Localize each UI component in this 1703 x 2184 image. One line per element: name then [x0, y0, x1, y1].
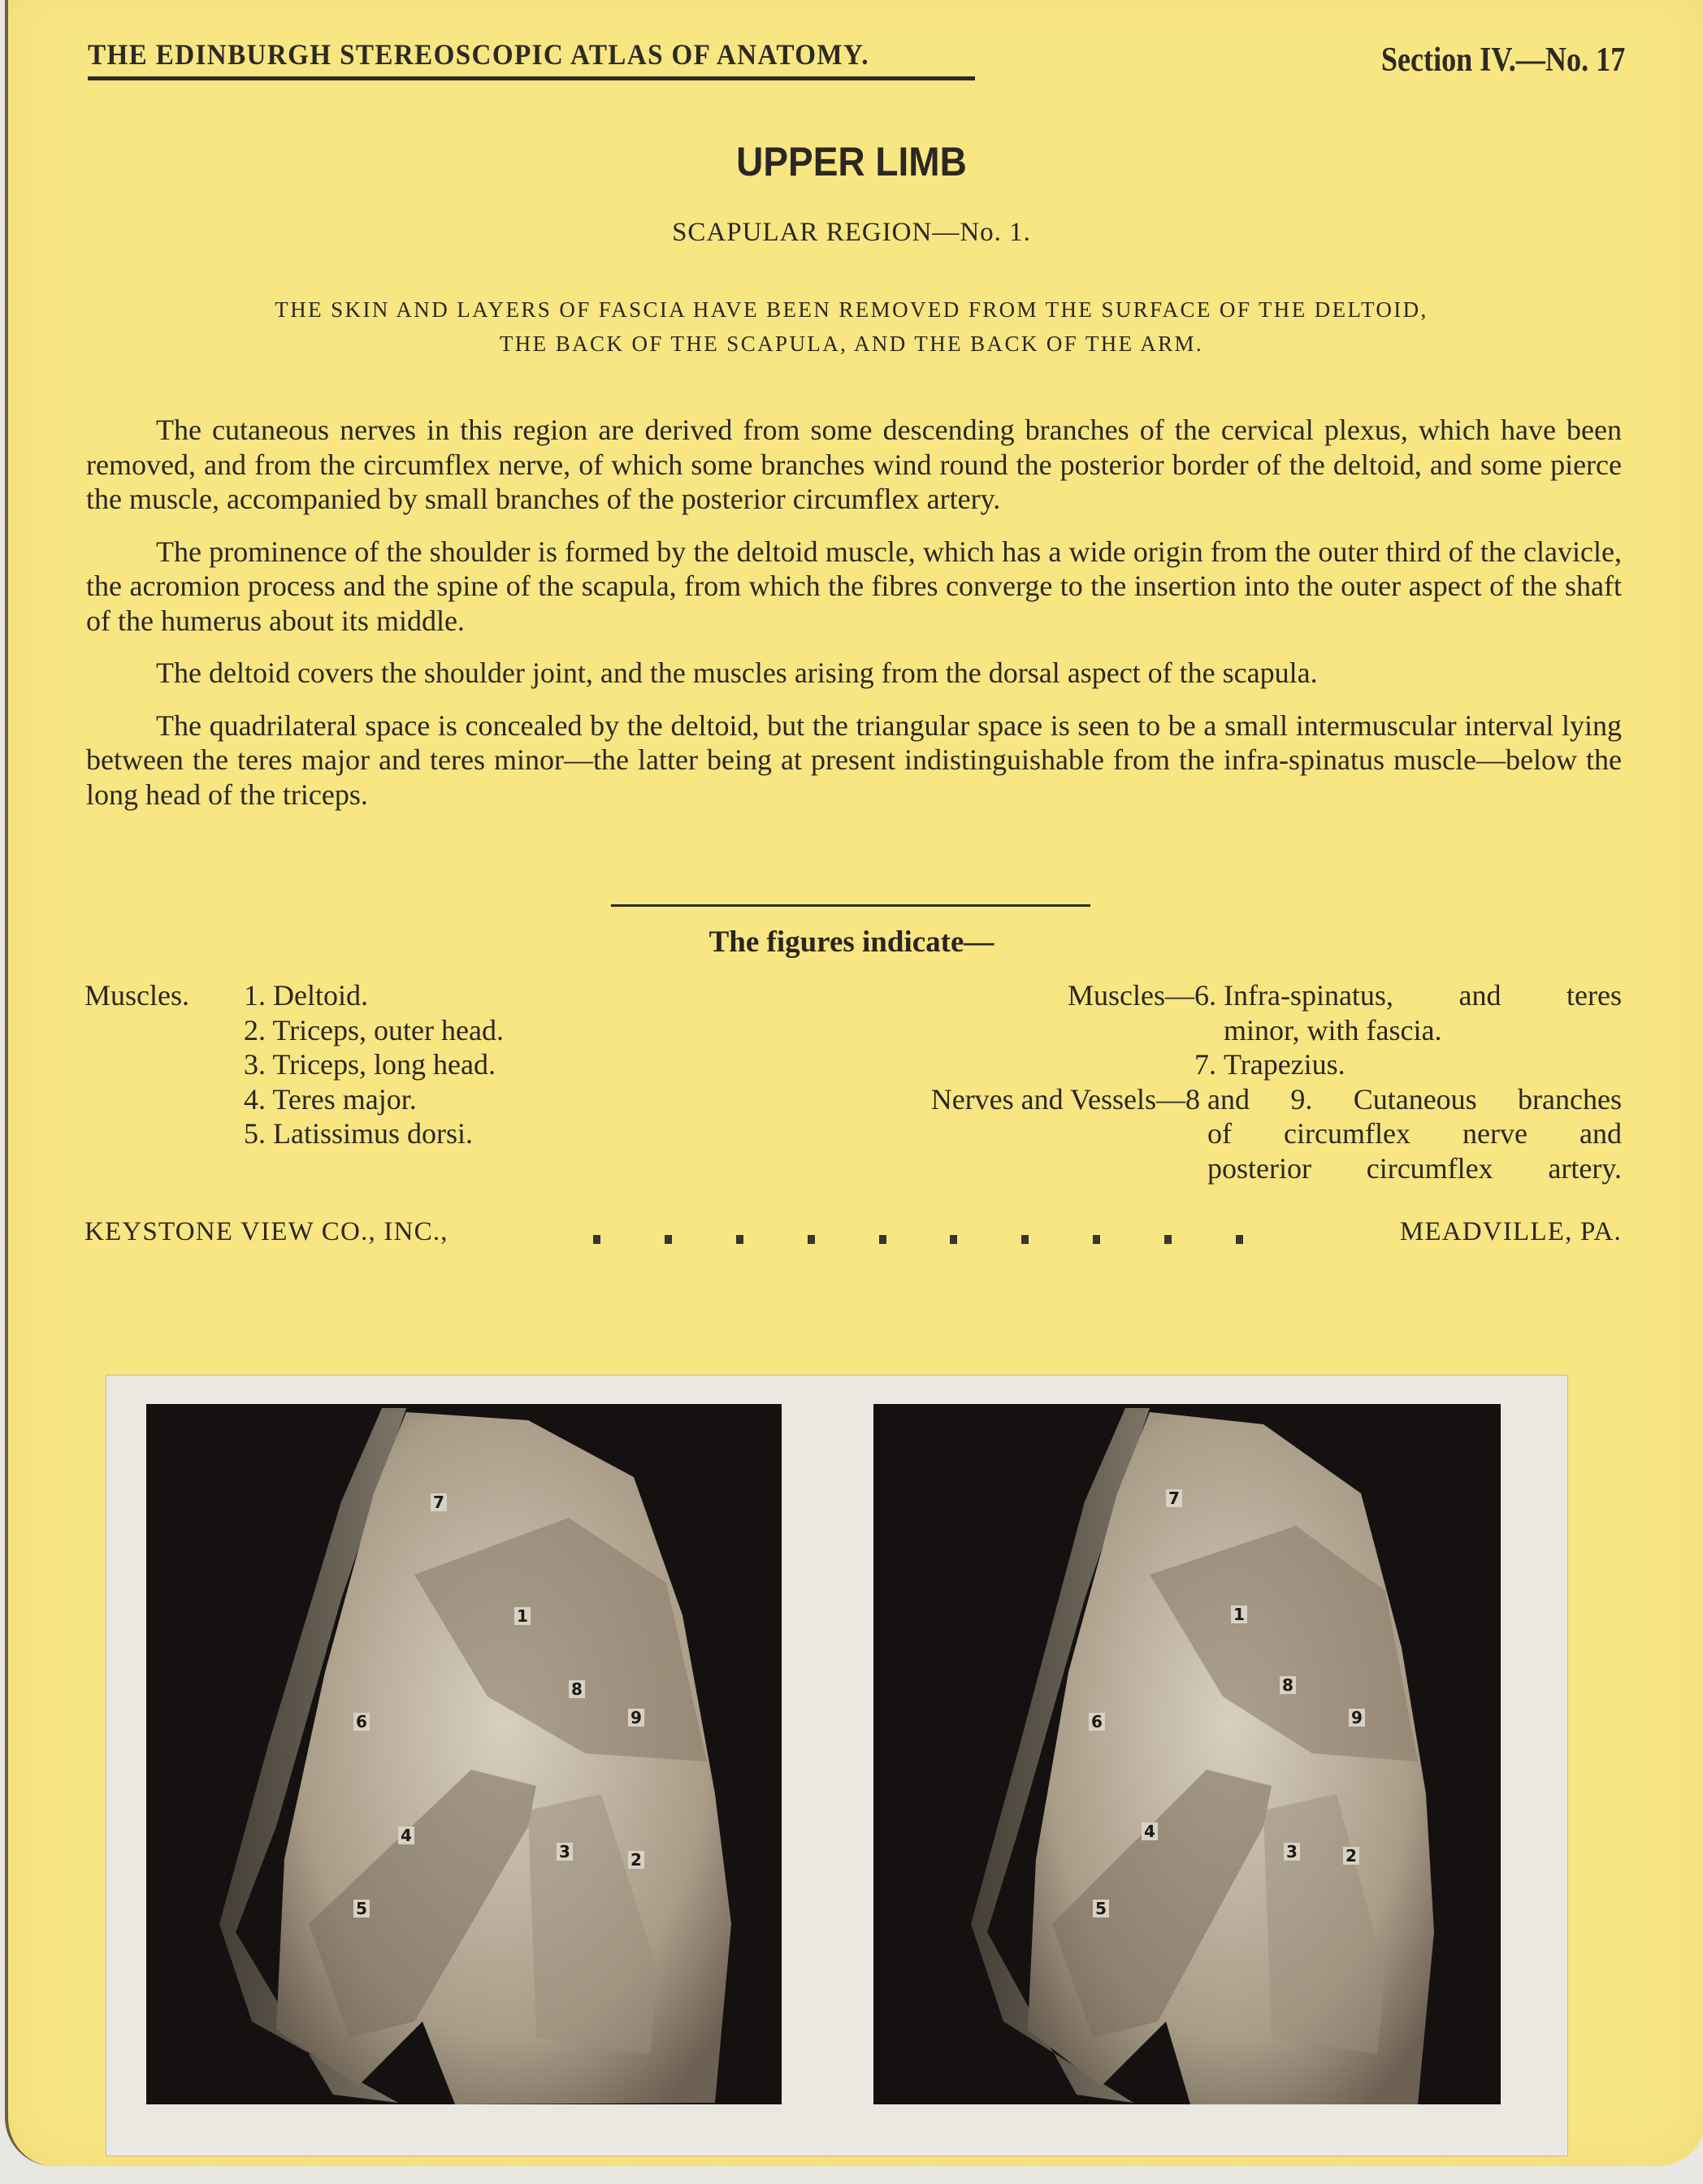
page-subtitle: SCAPULAR REGION—No. 1. [672, 218, 1031, 247]
label-6: 6 [1089, 1713, 1105, 1731]
label-8: 8 [1280, 1676, 1296, 1694]
leader-dot [1021, 1235, 1029, 1244]
label-5: 5 [353, 1900, 370, 1918]
label-7: 7 [1166, 1489, 1182, 1507]
legend-row-text: posterior circumflex artery. [1207, 1151, 1622, 1185]
label-7: 7 [431, 1493, 447, 1511]
label-3: 3 [1284, 1843, 1300, 1861]
label-8: 8 [569, 1680, 585, 1698]
legend-row-label: 7. [1194, 1048, 1216, 1081]
label-4: 4 [398, 1826, 414, 1844]
atlas-title: THE EDINBURGH STEREOSCOPIC ATLAS OF ANATOMY. [88, 38, 869, 71]
legend-right [845, 978, 1622, 1185]
legend-row-text: Infra-spinatus, and teres [1224, 979, 1622, 1012]
label-6: 6 [353, 1713, 370, 1731]
legend-row-text: Trapezius. [1224, 1048, 1346, 1081]
legend-item: 5. Latissimus dorsi. [244, 1117, 474, 1150]
legend-row-label: Muscles—6. [1068, 979, 1216, 1012]
legend-item: 2. Triceps, outer head. [244, 1013, 504, 1046]
legend-muscles-label: Muscles. [84, 979, 189, 1012]
leader-dot [1093, 1235, 1100, 1244]
publisher-location: MEADVILLE, PA. [1399, 1217, 1622, 1246]
label-1: 1 [1231, 1606, 1247, 1623]
label-5: 5 [1093, 1900, 1109, 1918]
header-rule [88, 76, 975, 80]
publisher: KEYSTONE VIEW CO., INC., [84, 1217, 448, 1246]
leader-dots [593, 1219, 1243, 1244]
legend-row-text: minor, with fascia. [1224, 1013, 1442, 1046]
page-title: UPPER LIMB [736, 139, 967, 184]
legend-row-text: of circumflex nerve and [1207, 1117, 1622, 1150]
legend-row [845, 1082, 1622, 1117]
legend-row [845, 1013, 1622, 1048]
preparation-note-line: THE SKIN AND LAYERS OF FASCIA HAVE BEEN REMOVED FROM THE SURFACE OF THE DELTOID, [275, 297, 1428, 322]
legend-row [845, 1047, 1622, 1082]
label-2: 2 [1343, 1847, 1359, 1865]
paragraph: The cutaneous nerves in this region are derived from some descending branches of the cervical plexus, which have been removed, and from the circumflex nerve, of which some branches wind round the posterior border of the deltoid, and some pierce the muscle, accompanied by small branches of the posterior circumflex artery. [86, 414, 1622, 515]
label-9: 9 [628, 1709, 644, 1727]
dissection-image [146, 1404, 782, 2104]
legend-row [845, 978, 1622, 1013]
section-divider [611, 904, 1090, 907]
leader-dot [879, 1235, 886, 1244]
preparation-note [0, 292, 1703, 361]
leader-dot [665, 1235, 672, 1244]
paragraph: The quadrilateral space is concealed by the deltoid, but the triangular space is seen to be a small intermuscular interval lying between the teres major and teres minor—the latter being at present indistinguishable from the infra-spinatus muscle—below the long head of the triceps. [86, 708, 1622, 811]
section-number: Section IV.—No. 17 [1380, 41, 1625, 79]
leader-dot [808, 1235, 815, 1244]
stereo-photo-right [873, 1404, 1501, 2104]
leader-dot [593, 1235, 600, 1244]
stereo-photo-left [146, 1404, 782, 2104]
paragraph: The deltoid covers the shoulder joint, and the muscles arising from the dorsal aspect of the scapula. [156, 656, 1318, 689]
leader-dot [950, 1235, 957, 1244]
label-3: 3 [557, 1843, 573, 1861]
leader-dot [736, 1235, 743, 1244]
legend-row [845, 1116, 1622, 1151]
description-body [86, 413, 1622, 830]
label-9: 9 [1349, 1709, 1365, 1727]
legend-item: 3. Triceps, long head. [244, 1048, 496, 1081]
label-1: 1 [514, 1607, 531, 1625]
legend-item: 1. Deltoid. [244, 979, 368, 1012]
figures-heading: The figures indicate— [708, 925, 994, 959]
label-2: 2 [628, 1851, 644, 1869]
leader-dot [1236, 1235, 1243, 1244]
dissection-image [873, 1404, 1501, 2104]
legend-row-label: Nerves and Vessels—8 [930, 1082, 1200, 1116]
legend-row-text: and 9. Cutaneous branches [1207, 1082, 1622, 1116]
preparation-note-line: THE BACK OF THE SCAPULA, AND THE BACK OF THE ARM. [499, 332, 1204, 356]
legend-item: 4. Teres major. [244, 1082, 417, 1116]
legend-row [845, 1151, 1622, 1186]
legend-muscles-list [244, 978, 504, 1151]
label-4: 4 [1142, 1822, 1158, 1840]
leader-dot [1164, 1235, 1172, 1244]
paragraph: The prominence of the shoulder is formed by the deltoid muscle, which has a wide origin from the outer third of the clavicle, the acromion process and the spine of the scapula, from which the fibres converge to the insertion into the outer aspect of the shaft of the humerus about its middle. [86, 535, 1622, 637]
